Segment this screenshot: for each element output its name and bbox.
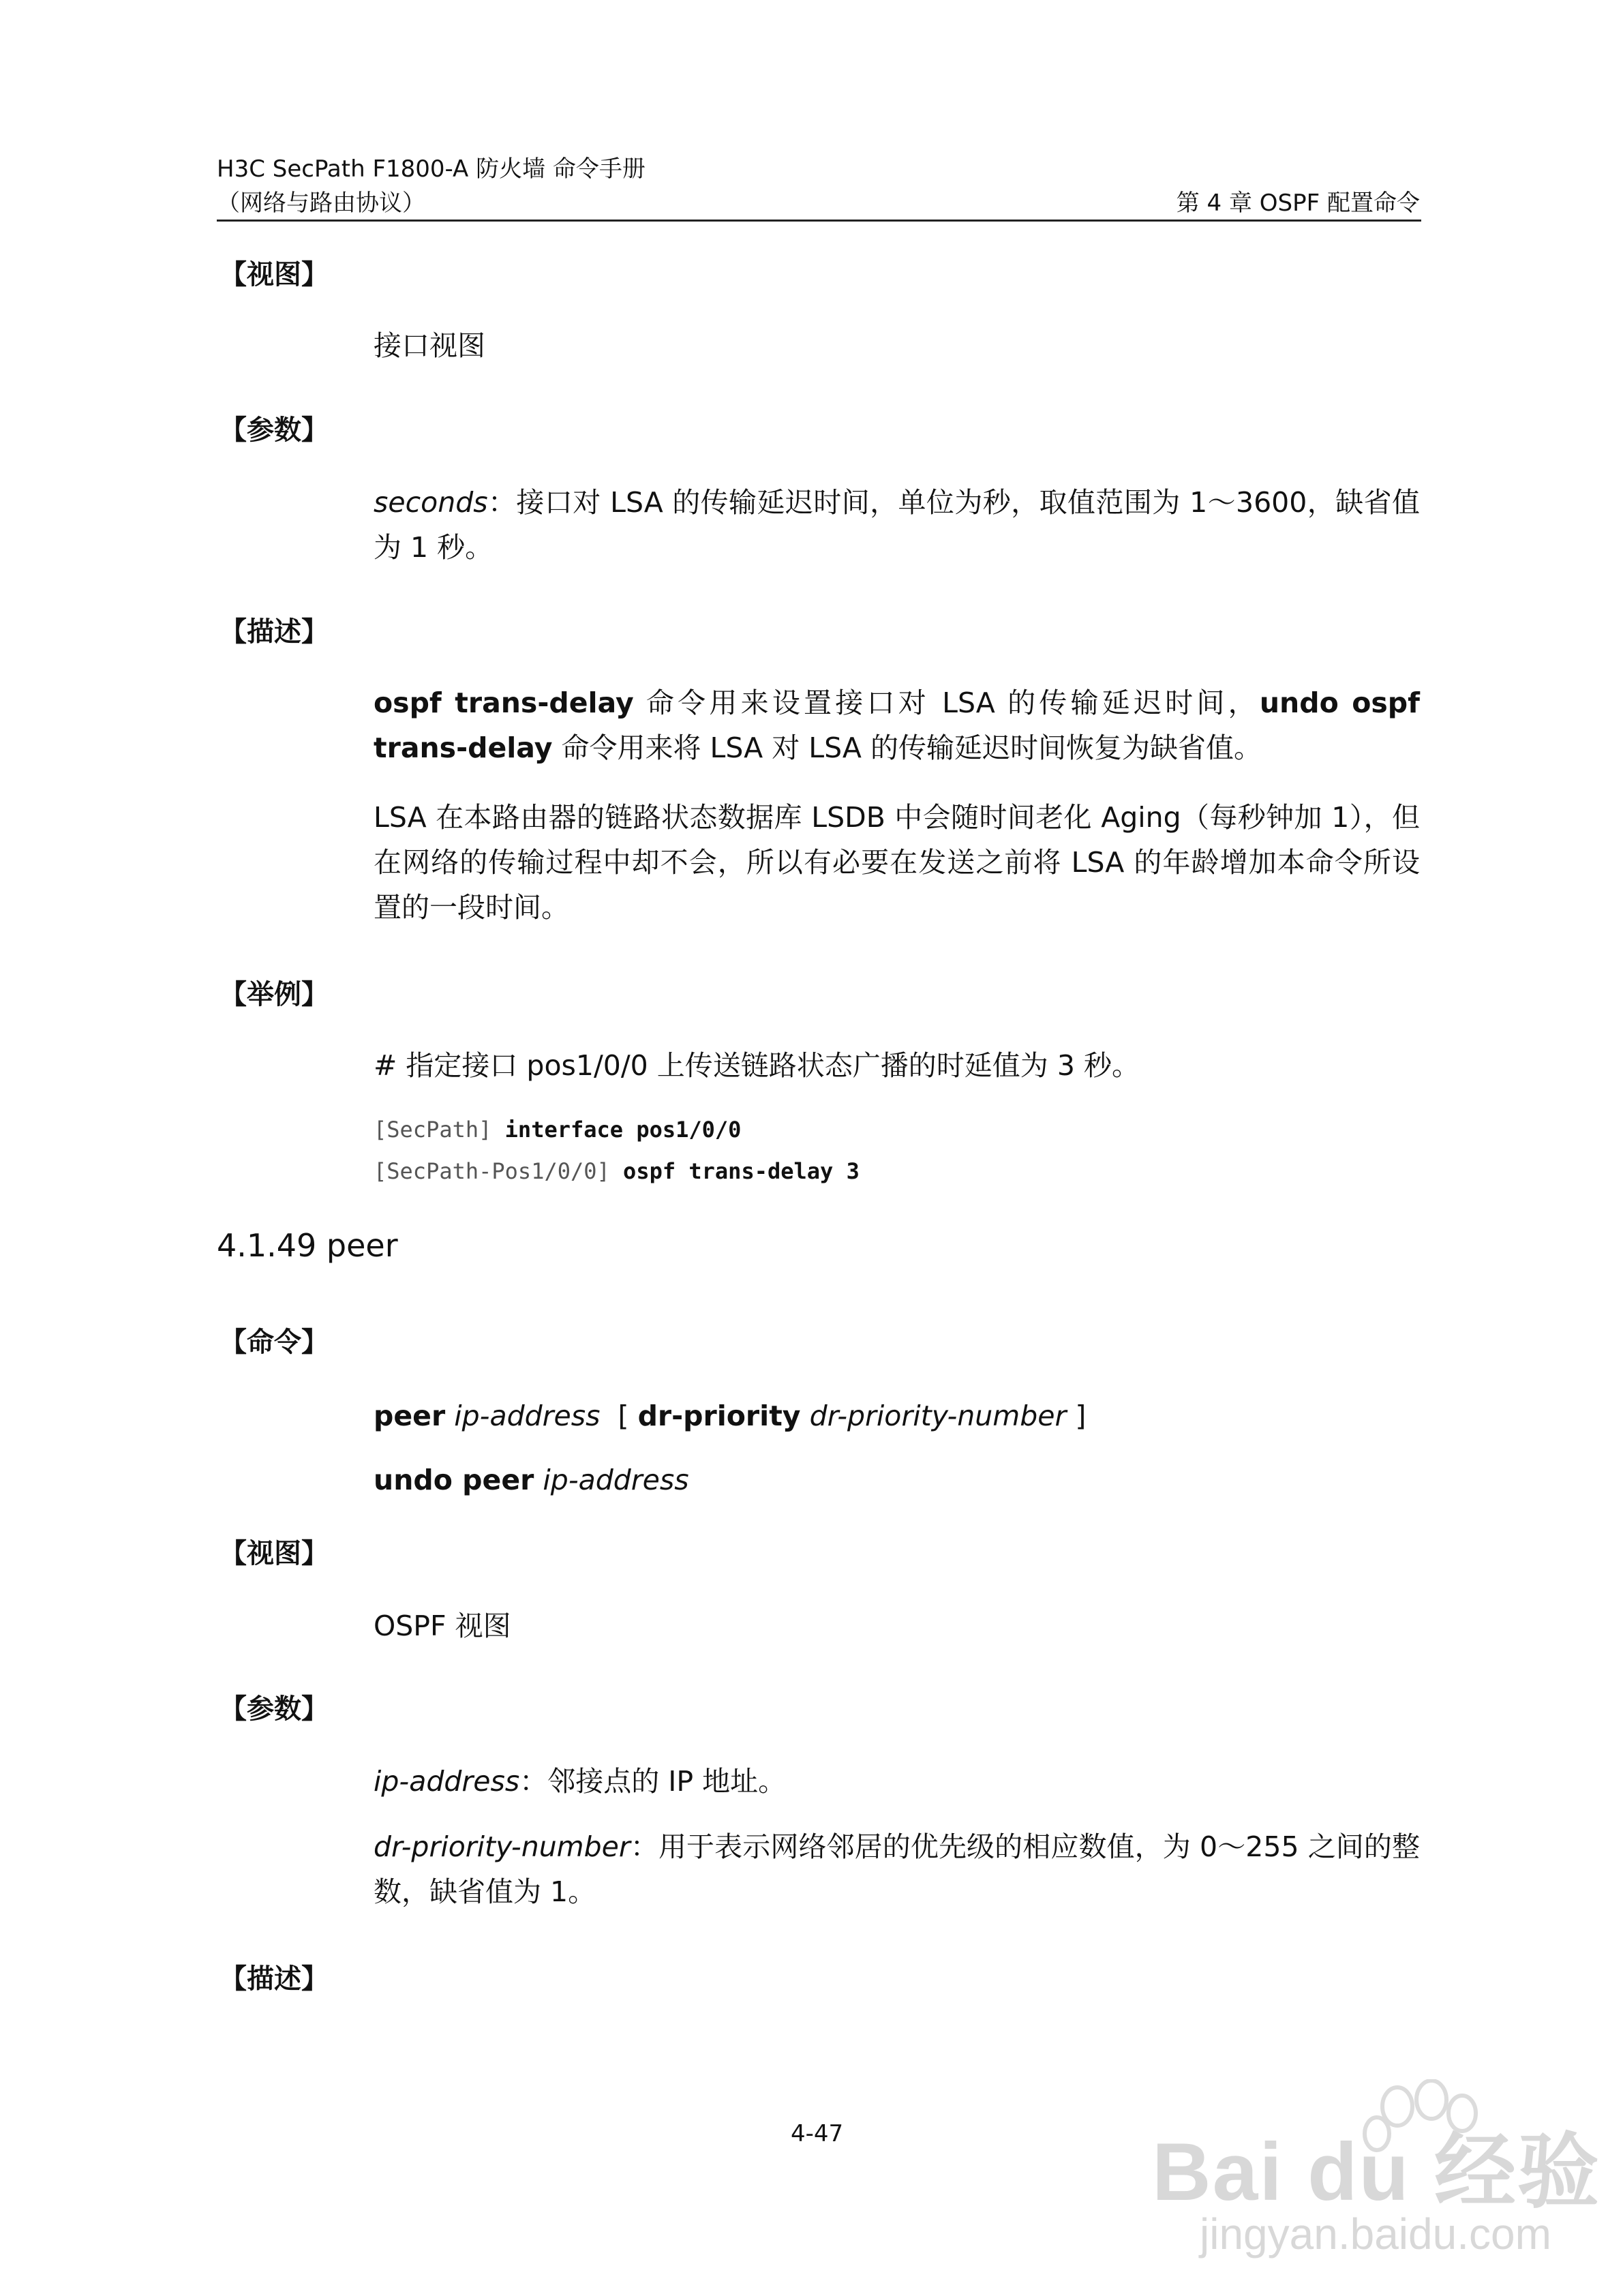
example-section-title: 【举例】 <box>219 979 329 1010</box>
param-desc-seconds: ：接口对 LSA 的传输延迟时间，单位为秒，取值范围为 1～3600，缺省值为 1 秒。 <box>374 486 1420 564</box>
header-title: H3C SecPath F1800-A 防火墙 命令手册 <box>217 155 646 183</box>
example-comment: # 指定接口 pos1/0/0 上传送链路状态广播的时延值为 3 秒。 <box>374 1049 1140 1082</box>
view-text: 接口视图 <box>374 329 485 362</box>
view-section-title-2: 【视图】 <box>219 1538 329 1569</box>
section-heading: 4.1.49 peer <box>217 1227 398 1264</box>
param-dr-priority-number <box>374 1824 1420 1914</box>
param-term: dr-priority-number <box>374 1830 631 1863</box>
code-prompt: [SecPath] <box>374 1117 492 1143</box>
command-syntax-1 <box>374 1399 1086 1433</box>
param-term: ip-address <box>374 1765 520 1798</box>
desc-cmd-undo: undo ospf trans-delay <box>374 686 1420 764</box>
code-prompt: [SecPath-Pos1/0/0] <box>374 1158 610 1184</box>
watermark-url: jingyan.baidu.com <box>1200 2209 1551 2259</box>
param-term-seconds: seconds <box>374 486 488 519</box>
param-desc: ：用于表示网络邻居的优先级的相应数值，为 0～255 之间的整数，缺省值为 1。 <box>374 1830 1420 1908</box>
header-chapter: 第 4 章 OSPF 配置命令 <box>1176 190 1420 217</box>
desc-paragraph-1 <box>374 680 1420 770</box>
command-syntax-2 <box>374 1463 689 1497</box>
desc-section-title: 【描述】 <box>219 616 329 648</box>
header-rule <box>217 220 1421 222</box>
desc-paragraph-2: LSA 在本路由器的链路状态数据库 LSDB 中会随时间老化 Aging（每秒钟加 1），但在网络的传输过程中却不会，所以有必要在发送之前将 LSA 的年龄增加本命令所设置的一段时间。 <box>374 801 1420 924</box>
param-desc: ：邻接点的 IP 地址。 <box>519 1765 787 1798</box>
desc-section-title-2: 【描述】 <box>219 1963 329 1995</box>
desc-cmd-ospf-trans-delay: ospf trans-delay <box>374 686 634 719</box>
param-ip-address <box>374 1764 786 1798</box>
syntax-bracket: ] <box>1075 1400 1087 1432</box>
params-section-title-2: 【参数】 <box>219 1693 329 1725</box>
syntax-bracket: [ <box>618 1400 629 1432</box>
syntax-keyword: dr-priority <box>637 1400 801 1432</box>
view-text-2: OSPF 视图 <box>374 1610 511 1642</box>
view-section-title: 【视图】 <box>219 259 329 290</box>
code-command: ospf trans-delay 3 <box>623 1158 860 1184</box>
code-line-1 <box>374 1116 741 1143</box>
desc-text-1: 命令用来设置接口对 LSA 的传输延迟时间， <box>633 686 1260 719</box>
syntax-keyword: peer <box>374 1400 446 1432</box>
syntax-argument: ip-address <box>454 1400 601 1432</box>
syntax-keyword: undo peer <box>374 1464 534 1496</box>
syntax-argument: ip-address <box>543 1464 689 1496</box>
watermark-brand: Bai du 经验 <box>1152 2126 1601 2218</box>
params-section-title: 【参数】 <box>219 414 329 446</box>
header-subtitle: （网络与路由协议） <box>217 190 425 217</box>
command-section-title: 【命令】 <box>219 1327 329 1358</box>
page-number: 4-47 <box>791 2120 844 2147</box>
code-line-2 <box>374 1158 860 1185</box>
params-paragraph <box>374 480 1420 570</box>
code-command: interface pos1/0/0 <box>504 1117 742 1143</box>
desc-text-2: 命令用来将 LSA 对 LSA 的传输延迟时间恢复为缺省值。 <box>552 731 1262 764</box>
syntax-argument: dr-priority-number <box>809 1400 1067 1432</box>
